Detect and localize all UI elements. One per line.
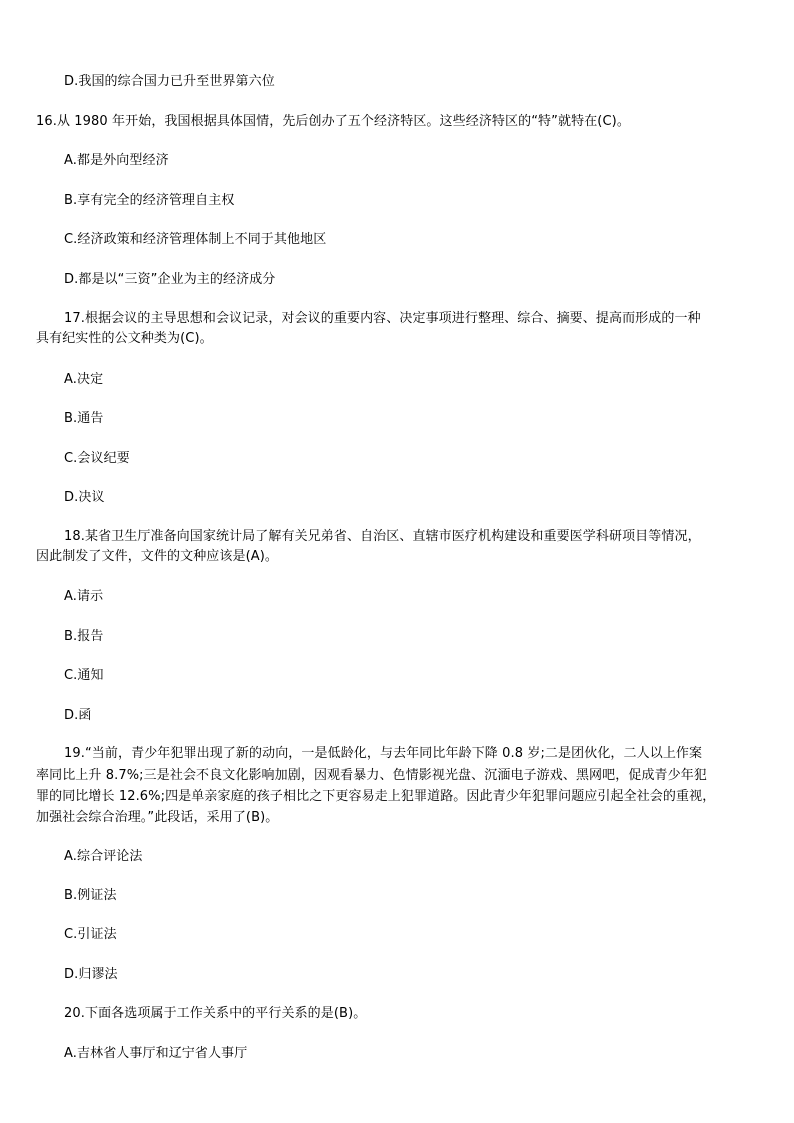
q17-option-d: D.决议 — [64, 490, 105, 505]
q19-option-a: A.综合评论法 — [64, 849, 143, 864]
q19-stem-line-2: 率同比上升 8.7%;三是社会不良文化影响加剧，因观看暴力、色情影视光盘、沉湎电子游戏、黑网吧，促成青少年犯 — [36, 768, 707, 783]
q20-option-a: A.吉林省人事厅和辽宁省人事厅 — [64, 1046, 248, 1061]
q18-option-c: C.通知 — [64, 668, 104, 683]
q17-stem-line-2: 具有纪实性的公文种类为(C)。 — [36, 331, 213, 346]
q16-stem: 16.从 1980 年开始，我国根据具体国情，先后创办了五个经济特区。这些经济特区的“特”就特在(C)。 — [36, 114, 630, 129]
q19-option-c: C.引证法 — [64, 927, 117, 942]
q20-stem: 20.下面各选项属于工作关系中的平行关系的是(B)。 — [64, 1006, 367, 1021]
q18-stem-line-1: 18.某省卫生厅准备向国家统计局了解有关兄弟省、自治区、直辖市医疗机构建设和重要医学科研项目等情况， — [64, 529, 701, 544]
q19-stem-line-4: 加强社会综合治理。”此段话，采用了(B)。 — [36, 810, 279, 825]
q16-option-b: B.享有完全的经济管理自主权 — [64, 193, 235, 208]
q15-option-d: D.我国的综合国力已升至世界第六位 — [64, 74, 275, 89]
q18-option-d: D.函 — [64, 708, 92, 723]
q19-option-d: D.归谬法 — [64, 967, 118, 982]
q19-option-b: B.例证法 — [64, 888, 117, 903]
q16-option-a: A.都是外向型经济 — [64, 153, 169, 168]
q19-stem-line-3: 罪的同比增长 12.6%;四是单亲家庭的孩子相比之下更容易走上犯罪道路。因此青少年犯罪问题应引起全社会的重视， — [36, 789, 716, 804]
q16-option-d: D.都是以“三资”企业为主的经济成分 — [64, 272, 276, 287]
q19-stem-line-1: 19.“当前，青少年犯罪出现了新的动向，一是低龄化，与去年同比年龄下降 0.8 岁;二是团伙化，二人以上作案 — [64, 746, 703, 761]
q17-option-a: A.决定 — [64, 372, 104, 387]
q18-option-a: A.请示 — [64, 589, 104, 604]
q17-option-c: C.会议纪要 — [64, 451, 130, 466]
q17-option-b: B.通告 — [64, 411, 104, 426]
q18-option-b: B.报告 — [64, 629, 104, 644]
q17-stem-line-1: 17.根据会议的主导思想和会议记录，对会议的重要内容、决定事项进行整理、综合、摘要、提高而形成的一种 — [64, 311, 701, 326]
q16-option-c: C.经济政策和经济管理体制上不同于其他地区 — [64, 232, 327, 247]
q18-stem-line-2: 因此制发了文件，文件的文种应该是(A)。 — [36, 549, 279, 564]
